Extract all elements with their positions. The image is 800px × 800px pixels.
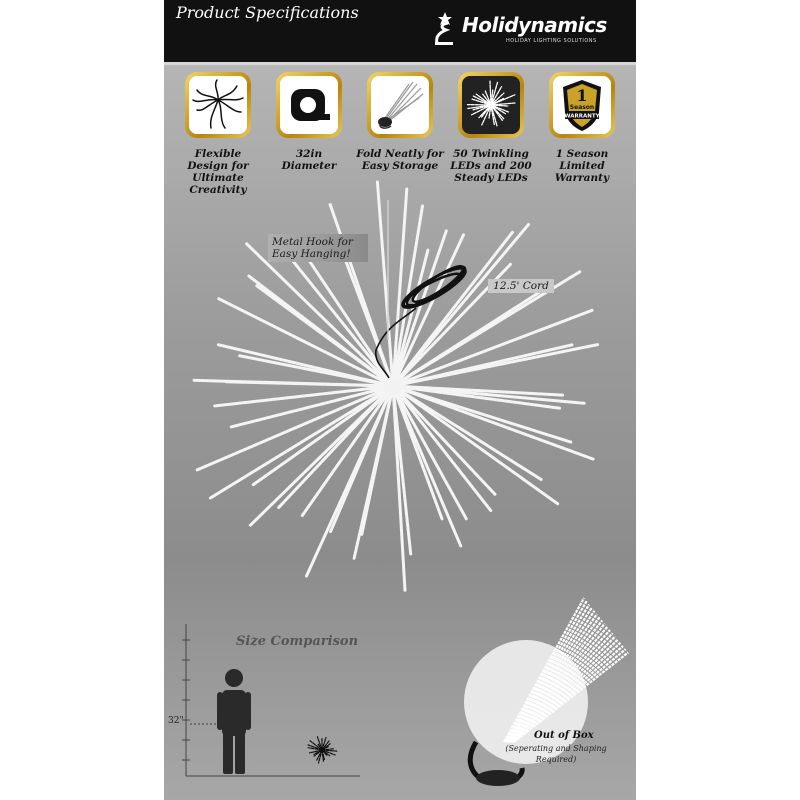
spec-panel [164, 0, 636, 800]
starburst-ray [377, 182, 393, 386]
feature-icon-frame [458, 72, 524, 138]
size-comparison-title: Size Comparison [236, 634, 359, 649]
page-title: Product Specifications [176, 3, 359, 22]
brand-logo [432, 8, 628, 52]
tape-measure-icon [280, 76, 338, 134]
svg-text:WARRANTY: WARRANTY [564, 113, 600, 120]
size-comparison-graphic [164, 620, 364, 790]
out-of-box-subtitle: (Seperating and Shaping Required) [505, 744, 607, 764]
person-silhouette [217, 669, 251, 774]
folded-bundle-icon [371, 76, 429, 134]
feature-label: 32in Diameter [281, 148, 337, 172]
flexible-wires-icon [189, 76, 247, 134]
starburst-ray [247, 244, 393, 386]
feature-icon-frame [276, 72, 342, 138]
warranty-badge-icon [553, 76, 611, 134]
starburst-led-icon [462, 76, 520, 134]
starburst-ray [250, 386, 393, 525]
feature-label: 1 Season Limited Warranty [554, 148, 610, 184]
feature-label: 50 Twinkling LEDs and 200 Steady LEDs [450, 148, 532, 184]
cord-callout: 12.5' Cord [488, 279, 554, 293]
brand-tagline: HOLIDAY LIGHTING SOLUTIONS [506, 38, 597, 44]
out-of-box-title: Out of Box [534, 730, 594, 741]
feature-storage [354, 72, 446, 172]
feature-icon-frame [367, 72, 433, 138]
feature-icon-frame [549, 72, 615, 138]
brand-name: Holidynamics [462, 13, 607, 37]
feature-leds [445, 72, 537, 184]
feature-label: Flexible Design for Ultimate Creativity [187, 148, 249, 196]
feature-warranty [536, 72, 628, 184]
starburst-light-image [164, 180, 636, 600]
out-of-box-image [464, 592, 636, 800]
height-label: 32" [168, 716, 184, 726]
svg-text:Season: Season [569, 104, 595, 111]
hook-callout: Metal Hook for Easy Hanging! [268, 234, 368, 262]
feature-icon-frame [185, 72, 251, 138]
svg-text:1: 1 [576, 86, 588, 105]
feature-flexible [172, 72, 264, 196]
feature-diameter [263, 72, 355, 172]
feature-label: Fold Neatly for Easy Storage [356, 148, 444, 172]
starburst-ray [307, 386, 394, 576]
tree-logo-icon [432, 10, 458, 46]
header-bar [164, 0, 636, 65]
